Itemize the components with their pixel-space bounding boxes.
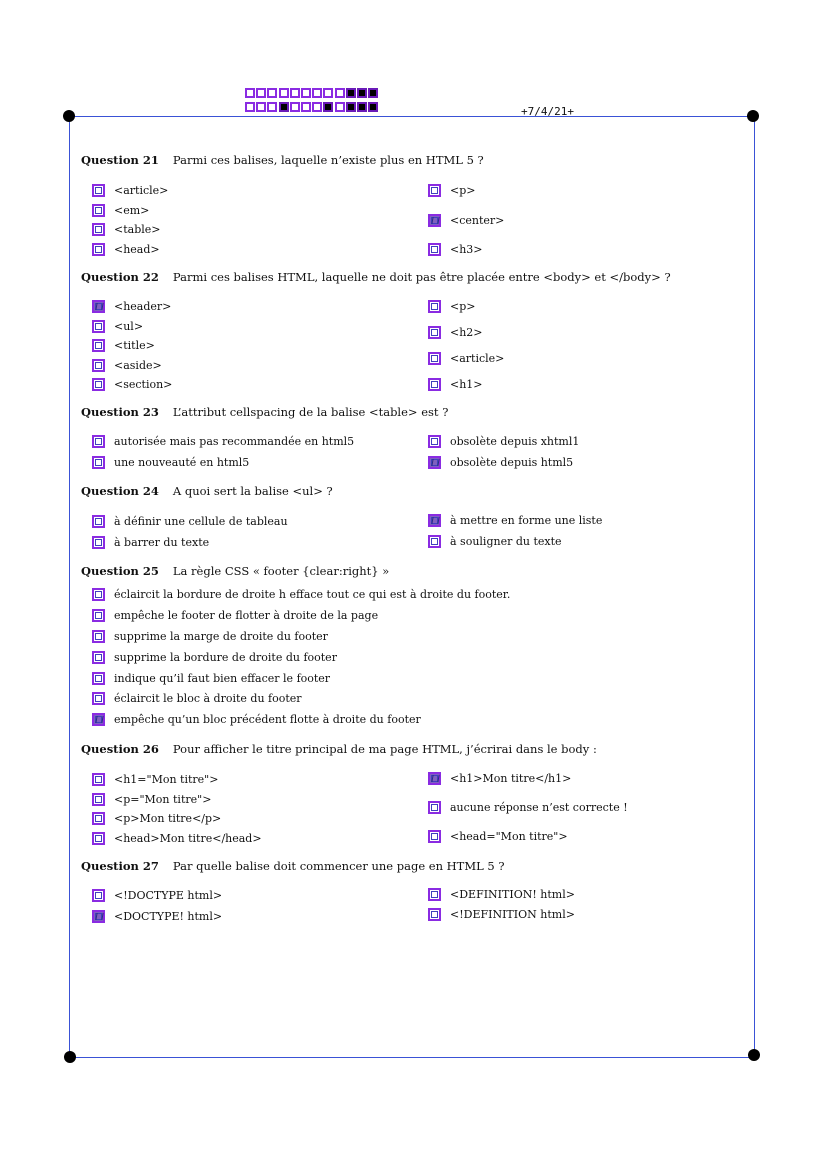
- answer-option[interactable]: [92, 609, 378, 622]
- question-text: La règle CSS « footer {clear:right} »: [172, 564, 390, 578]
- checkbox[interactable]: [92, 773, 105, 786]
- barcode-cell: [267, 102, 277, 112]
- question-label: Question 27: [81, 859, 159, 873]
- checkbox[interactable]: [428, 908, 441, 921]
- barcode-cell: [346, 102, 356, 112]
- answer-option[interactable]: [428, 801, 628, 814]
- answer-option[interactable]: [92, 378, 172, 391]
- question-text: A quoi sert la balise <ul> ?: [172, 484, 333, 498]
- checkbox[interactable]: [428, 326, 441, 339]
- checkbox[interactable]: [92, 300, 105, 313]
- answer-option[interactable]: [428, 184, 475, 197]
- answer-option[interactable]: [92, 692, 302, 705]
- barcode-cell: [290, 102, 300, 112]
- option-label: <h2>: [450, 326, 483, 339]
- barcode-cell: [312, 102, 322, 112]
- option-label: <!DEFINITION html>: [450, 908, 575, 921]
- checkbox[interactable]: [92, 223, 105, 236]
- barcode-cell: [301, 102, 311, 112]
- barcode-cell: [256, 88, 266, 98]
- option-label: <center>: [450, 214, 505, 227]
- checkbox[interactable]: [92, 588, 105, 601]
- option-label: <em>: [114, 204, 150, 217]
- answer-option[interactable]: [92, 515, 288, 528]
- question-26-title: [81, 742, 597, 756]
- answer-option[interactable]: [428, 772, 571, 785]
- option-label: à définir une cellule de tableau: [114, 515, 288, 528]
- checkbox[interactable]: [428, 772, 441, 785]
- registration-mark-bottom-right: [748, 1049, 760, 1061]
- page-id: +7/4/21+: [521, 105, 574, 118]
- option-label: <p>: [450, 184, 476, 197]
- question-label: Question 24: [81, 484, 159, 498]
- checkbox[interactable]: [428, 243, 441, 256]
- answer-option[interactable]: [428, 514, 602, 527]
- option-label: <h3>: [450, 243, 483, 256]
- option-label: <table>: [114, 223, 161, 236]
- barcode-cell: [267, 88, 277, 98]
- option-label: <head>Mon titre</head>: [114, 832, 262, 845]
- option-label: <DEFINITION! html>: [450, 888, 575, 901]
- question-text: Pour afficher le titre principal de ma page HTML, j’écrirai dans le body :: [172, 742, 597, 756]
- option-label: <article>: [450, 352, 505, 365]
- barcode-row-1: [245, 88, 379, 98]
- barcode-row-2: [245, 102, 379, 112]
- checkbox[interactable]: [428, 214, 441, 227]
- answer-option[interactable]: [428, 326, 483, 339]
- registration-mark-bottom-left: [64, 1051, 76, 1063]
- option-label: empêche qu’un bloc précédent flotte à droite du footer: [114, 713, 421, 726]
- option-label: à barrer du texte: [114, 536, 210, 549]
- barcode-cell: [245, 88, 255, 98]
- option-label: une nouveauté en html5: [114, 456, 250, 469]
- option-label: autorisée mais pas recommandée en html5: [114, 435, 355, 448]
- answer-option[interactable]: [92, 773, 218, 786]
- checkbox[interactable]: [92, 713, 105, 726]
- option-label: <h1="Mon titre">: [114, 773, 219, 786]
- answer-option[interactable]: [428, 214, 504, 227]
- question-23-title: [81, 405, 448, 419]
- answer-option[interactable]: [92, 184, 168, 197]
- option-label: à souligner du texte: [450, 535, 562, 548]
- barcode-cell: [368, 88, 378, 98]
- checkbox[interactable]: [92, 515, 105, 528]
- checkbox[interactable]: [428, 435, 441, 448]
- barcode-cell: [346, 88, 356, 98]
- barcode-cell: [323, 88, 333, 98]
- option-label: <!DOCTYPE html>: [114, 889, 223, 902]
- checkbox[interactable]: [92, 184, 105, 197]
- barcode-cell: [357, 88, 367, 98]
- checkbox[interactable]: [428, 888, 441, 901]
- answer-option[interactable]: [92, 320, 143, 333]
- checkbox[interactable]: [92, 889, 105, 902]
- option-label: <aside>: [114, 359, 162, 372]
- barcode-cell: [256, 102, 266, 112]
- question-21-title: [81, 153, 484, 167]
- answer-option[interactable]: [92, 300, 171, 313]
- option-label: <p>: [450, 300, 476, 313]
- option-label: éclaircit la bordure de droite h efface tout ce qui est à droite du footer.: [114, 588, 511, 601]
- barcode-cell: [290, 88, 300, 98]
- option-label: <title>: [114, 339, 155, 352]
- checkbox[interactable]: [428, 378, 441, 391]
- question-label: Question 21: [81, 153, 159, 167]
- checkbox[interactable]: [92, 339, 105, 352]
- checkbox[interactable]: [92, 651, 105, 664]
- answer-option[interactable]: [92, 832, 262, 845]
- option-label: <header>: [114, 300, 172, 313]
- option-label: <h1>Mon titre</h1>: [450, 772, 572, 785]
- barcode-cell: [357, 102, 367, 112]
- checkbox[interactable]: [92, 812, 105, 825]
- question-text: Par quelle balise doit commencer une page en HTML 5 ?: [172, 859, 505, 873]
- option-label: aucune réponse n’est correcte !: [450, 801, 628, 814]
- option-label: éclaircit le bloc à droite du footer: [114, 692, 302, 705]
- checkbox[interactable]: [92, 359, 105, 372]
- answer-option[interactable]: [92, 651, 337, 664]
- answer-option[interactable]: [92, 812, 221, 825]
- answer-option[interactable]: [92, 588, 510, 601]
- answer-option[interactable]: [428, 830, 568, 843]
- answer-option[interactable]: [428, 300, 475, 313]
- option-label: supprime la bordure de droite du footer: [114, 651, 337, 664]
- answer-option[interactable]: [428, 888, 575, 901]
- option-label: <article>: [114, 184, 169, 197]
- question-22-title: [81, 270, 671, 284]
- barcode-cell: [335, 88, 345, 98]
- answer-option[interactable]: [92, 204, 149, 217]
- checkbox[interactable]: [92, 630, 105, 643]
- answer-option[interactable]: [92, 456, 249, 469]
- question-label: Question 25: [81, 564, 159, 578]
- answer-option[interactable]: [92, 910, 222, 923]
- checkbox[interactable]: [92, 378, 105, 391]
- question-25-title: [81, 564, 389, 578]
- checkbox[interactable]: [92, 793, 105, 806]
- answer-option[interactable]: [92, 889, 222, 902]
- checkbox[interactable]: [428, 184, 441, 197]
- barcode-cell: [312, 88, 322, 98]
- answer-option[interactable]: [92, 243, 160, 256]
- checkbox[interactable]: [428, 352, 441, 365]
- answer-option[interactable]: [428, 435, 579, 448]
- registration-mark-top-left: [63, 110, 75, 122]
- barcode-cell: [279, 102, 289, 112]
- answer-option[interactable]: [428, 352, 504, 365]
- answer-option[interactable]: [92, 713, 421, 726]
- barcode-cell: [335, 102, 345, 112]
- checkbox[interactable]: [92, 204, 105, 217]
- question-text: L’attribut cellspacing de la balise <table> est ?: [172, 405, 449, 419]
- checkbox[interactable]: [92, 672, 105, 685]
- answer-option[interactable]: [92, 536, 209, 549]
- option-label: <DOCTYPE! html>: [114, 910, 223, 923]
- checkbox[interactable]: [92, 832, 105, 845]
- question-text: Parmi ces balises HTML, laquelle ne doit pas être placée entre <body> et </body> ?: [172, 270, 671, 284]
- option-label: <h1>: [450, 378, 483, 391]
- checkbox[interactable]: [92, 243, 105, 256]
- option-label: <p="Mon titre">: [114, 793, 212, 806]
- checkbox[interactable]: [428, 456, 441, 469]
- checkbox[interactable]: [92, 320, 105, 333]
- answer-option[interactable]: [92, 672, 330, 685]
- answer-option[interactable]: [428, 535, 562, 548]
- option-label: empêche le footer de flotter à droite de la page: [114, 609, 379, 622]
- barcode-cell: [301, 88, 311, 98]
- question-text: Parmi ces balises, laquelle n’existe plus en HTML 5 ?: [172, 153, 484, 167]
- answer-option[interactable]: [92, 435, 354, 448]
- answer-option[interactable]: [92, 223, 160, 236]
- option-label: <head="Mon titre">: [450, 830, 568, 843]
- option-label: indique qu’il faut bien effacer le footer: [114, 672, 331, 685]
- option-label: obsolète depuis xhtml1: [450, 435, 580, 448]
- answer-option[interactable]: [92, 359, 162, 372]
- option-label: <ul>: [114, 320, 144, 333]
- checkbox[interactable]: [92, 435, 105, 448]
- option-label: obsolète depuis html5: [450, 456, 574, 469]
- barcode-cell: [323, 102, 333, 112]
- question-label: Question 26: [81, 742, 159, 756]
- checkbox[interactable]: [428, 535, 441, 548]
- option-label: <head>: [114, 243, 160, 256]
- option-label: supprime la marge de droite du footer: [114, 630, 328, 643]
- barcode-cell: [245, 102, 255, 112]
- question-24-title: [81, 484, 333, 498]
- checkbox[interactable]: [92, 692, 105, 705]
- option-label: <p>Mon titre</p>: [114, 812, 222, 825]
- barcode-cell: [279, 88, 289, 98]
- checkbox[interactable]: [92, 456, 105, 469]
- checkbox[interactable]: [428, 830, 441, 843]
- answer-option[interactable]: [92, 630, 328, 643]
- answer-option[interactable]: [92, 339, 155, 352]
- question-27-title: [81, 859, 505, 873]
- checkbox[interactable]: [92, 536, 105, 549]
- option-label: <section>: [114, 378, 173, 391]
- answer-option[interactable]: [92, 793, 211, 806]
- barcode-cell: [368, 102, 378, 112]
- checkbox[interactable]: [428, 801, 441, 814]
- answer-option[interactable]: [428, 908, 575, 921]
- registration-mark-top-right: [747, 110, 759, 122]
- question-label: Question 23: [81, 405, 159, 419]
- checkbox[interactable]: [428, 514, 441, 527]
- answer-option[interactable]: [428, 378, 483, 391]
- answer-option[interactable]: [428, 243, 483, 256]
- question-label: Question 22: [81, 270, 159, 284]
- option-label: à mettre en forme une liste: [450, 514, 603, 527]
- checkbox[interactable]: [92, 609, 105, 622]
- checkbox[interactable]: [428, 300, 441, 313]
- checkbox[interactable]: [92, 910, 105, 923]
- answer-option[interactable]: [428, 456, 573, 469]
